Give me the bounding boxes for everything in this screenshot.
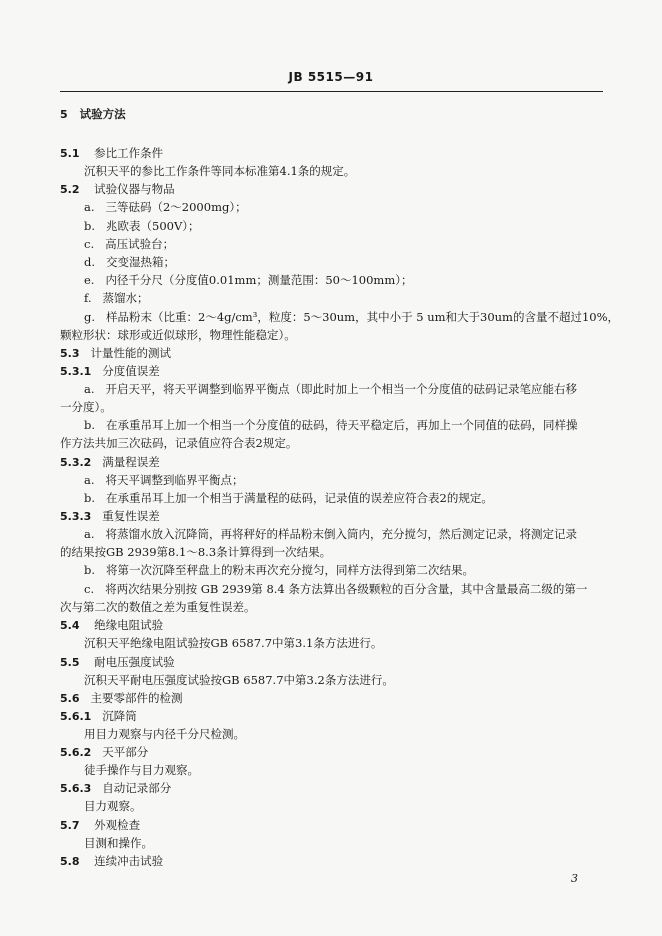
list-text: 在承重吊耳上加一个相当一个分度值的砝码，待天平稳定后，再加上一个同值的砝码，同样操 (106, 418, 578, 432)
section-5-8-heading (60, 854, 163, 869)
section-5-3-3-heading (60, 509, 160, 524)
list-text: 兆欧表（500V）； (106, 219, 200, 233)
section-5-3-2-heading (60, 455, 160, 470)
list-item (84, 473, 243, 487)
list-item (84, 273, 413, 287)
list-label: a. (84, 527, 95, 541)
paragraph-continuation: 次与第二次的数值之差为重复性误差。 (60, 600, 256, 614)
section-5-6-3-heading (60, 781, 171, 796)
section-number: 5 (60, 108, 68, 121)
section-5-6-1-heading (60, 709, 137, 724)
list-label: a. (84, 382, 95, 396)
section-5-3-heading (60, 346, 171, 361)
list-label: e. (84, 273, 95, 287)
list-item (84, 563, 474, 577)
list-text: 将蒸馏水放入沉降筒，再将秤好的样品粉末倒入筒内，充分搅匀，然后测定记录，将测定记录 (105, 527, 577, 541)
section-5-1-heading (60, 146, 163, 161)
page-number: 3 (571, 872, 578, 885)
section-5-5-heading (60, 655, 175, 670)
list-item (84, 219, 200, 233)
section-number: 5.1 (60, 147, 80, 160)
list-label: c. (84, 582, 95, 596)
section-title: 分度值误差 (102, 364, 160, 378)
section-5-6-2-heading (60, 745, 148, 760)
section-title: 主要零部件的检测 (90, 691, 183, 705)
section-number: 5.3.1 (60, 365, 92, 378)
list-text: 蒸馏水； (102, 291, 149, 305)
section-number: 5.6.2 (60, 746, 92, 759)
section-title: 自动记录部分 (102, 781, 172, 795)
paragraph: 用目力观察与内径千分尺检测。 (84, 727, 245, 741)
list-text: 将两次结果分别按 GB 2939第 8.4 条方法算出各级颗粒的百分含量，其中含量最高二级的第一 (105, 582, 588, 596)
paragraph: 徒手操作与目力观察。 (84, 763, 199, 777)
section-5-7-heading (60, 818, 140, 833)
paragraph: 目力观察。 (84, 799, 142, 813)
list-label: g. (84, 310, 96, 324)
section-number: 5.3.3 (60, 510, 92, 523)
list-label: b. (84, 418, 96, 432)
list-label: d. (84, 255, 96, 269)
list-item (84, 200, 247, 214)
list-label: b. (84, 491, 96, 505)
standard-code-header: JB 5515—91 (288, 70, 374, 84)
section-5-2-heading (60, 182, 175, 197)
list-label: f. (84, 291, 92, 305)
list-item (84, 527, 577, 541)
list-text: 将天平调整到临界平衡点； (105, 473, 244, 487)
section-number: 5.5 (60, 656, 80, 669)
section-title: 重复性误差 (102, 509, 160, 523)
list-label: a. (84, 473, 95, 487)
paragraph: 沉积天平绝缘电阻试验按GB 6587.7中第3.1条方法进行。 (84, 636, 383, 650)
list-item (84, 382, 577, 396)
list-item (84, 255, 175, 269)
section-5-3-1-heading (60, 364, 160, 379)
paragraph: 沉积天平耐电压强度试验按GB 6587.7中第3.2条方法进行。 (84, 673, 394, 687)
paragraph: 沉积天平的参比工作条件等同本标准第4.1条的规定。 (84, 164, 356, 178)
section-number: 5.3 (60, 347, 80, 360)
header-rule (60, 91, 603, 92)
list-label: c. (84, 237, 95, 251)
section-title: 试验仪器与物品 (94, 182, 175, 196)
section-number: 5.6.1 (60, 710, 92, 723)
list-text: 内径千分尺（分度值0.01mm；测量范围：50～100mm）； (105, 273, 413, 287)
section-number: 5.6 (60, 692, 80, 705)
list-text: 开启天平，将天平调整到临界平衡点（即此时加上一个相当一个分度值的砝码记录笔应能右移 (105, 382, 577, 396)
list-item (84, 418, 578, 432)
section-title: 连续冲击试验 (94, 854, 164, 868)
section-title: 满量程误差 (102, 455, 160, 469)
paragraph: 目测和操作。 (84, 836, 153, 850)
list-label: b. (84, 563, 96, 577)
list-item (84, 310, 619, 324)
section-title: 绝缘电阻试验 (94, 618, 164, 632)
list-text: 三等砝码（2～2000mg）； (105, 200, 247, 214)
list-text: 将第一次沉降至秤盘上的粉末再次充分搅匀，同样方法得到第二次结果。 (106, 563, 474, 577)
section-5-6-heading (60, 691, 182, 706)
section-title: 外观检查 (94, 818, 141, 832)
section-5-heading (60, 107, 126, 122)
section-title: 计量性能的测试 (90, 346, 171, 360)
section-title: 沉降筒 (102, 709, 137, 723)
section-title: 参比工作条件 (94, 146, 164, 160)
section-5-4-heading (60, 618, 163, 633)
list-text: 样品粉末（比重：2～4g/cm³，粒度：5～30um，其中小于 5 um和大于30um的含量不超过10%， (106, 310, 620, 324)
section-number: 5.8 (60, 855, 80, 868)
paragraph-continuation: 作方法共加三次砝码，记录值应符合表2规定。 (60, 436, 298, 450)
section-number: 5.7 (60, 819, 80, 832)
list-text: 高压试验台； (105, 237, 175, 251)
paragraph-continuation: 一分度）。 (60, 400, 112, 414)
list-item (84, 491, 493, 505)
section-title: 耐电压强度试验 (94, 655, 175, 669)
section-number: 5.2 (60, 183, 80, 196)
list-label: b. (84, 219, 96, 233)
section-number: 5.6.3 (60, 782, 92, 795)
section-title: 试验方法 (79, 107, 126, 121)
list-item (84, 291, 148, 305)
section-number: 5.3.2 (60, 456, 92, 469)
list-text: 在承重吊耳上加一个相当于满量程的砝码，记录值的误差应符合表2的规定。 (106, 491, 493, 505)
list-item (84, 582, 587, 596)
section-number: 5.4 (60, 619, 80, 632)
paragraph-continuation: 颗粒形状：球形或近似球形，物理性能稳定）。 (60, 328, 296, 342)
section-title: 天平部分 (102, 745, 149, 759)
list-label: a. (84, 200, 95, 214)
list-item (84, 237, 174, 251)
list-text: 交变湿热箱； (106, 255, 175, 269)
paragraph-continuation: 的结果按GB 2939第8.1～8.3条计算得到一次结果。 (60, 545, 332, 559)
